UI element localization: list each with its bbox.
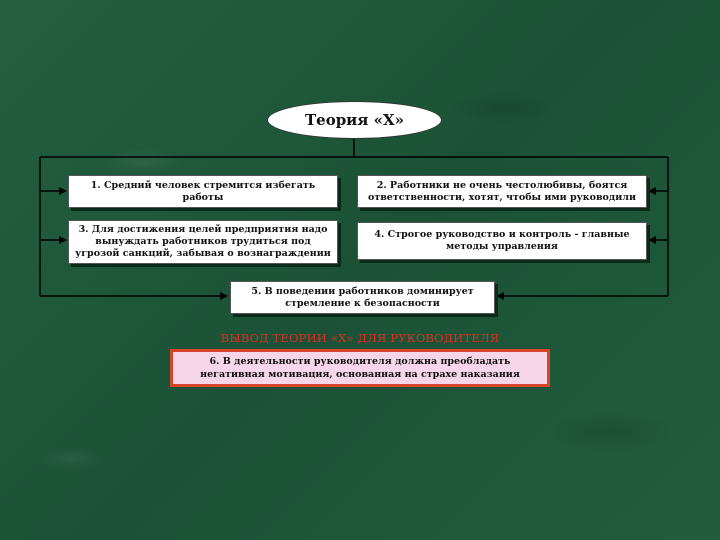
item-5-text: 5. В поведении работников доминирует стремление к безопасности (251, 285, 474, 309)
conclusion-box (170, 349, 550, 387)
item-4-text: 4. Строгое руководство и контроль - главные методы управления (374, 229, 630, 252)
item-2-box (357, 175, 647, 208)
item-1-box (68, 175, 338, 208)
item-3-text: 3. Для достижения целей предприятия надо вынуждать работников трудиться под угрозой санкций, забывая о вознаграждении (75, 224, 331, 259)
item-4-box (357, 222, 647, 260)
item-3-box (68, 220, 338, 264)
theory-title: Теория «Х» (267, 101, 442, 139)
item-2-text: 2. Работники не очень честолюбивы, боятся ответственности, хотят, чтобы ими руководили (367, 179, 637, 203)
item-5-box (230, 281, 495, 314)
conclusion-title: ВЫВОД ТЕОРИИ «Х» ДЛЯ РУКОВОДИТЕЛЯ (220, 331, 500, 345)
item-1-text: 1. Средний человек стремится избегать работы (90, 179, 316, 203)
conclusion-text: 6. В деятельности руководителя должна преобладать негативная мотивация, основанная на страхе наказания (200, 356, 520, 380)
